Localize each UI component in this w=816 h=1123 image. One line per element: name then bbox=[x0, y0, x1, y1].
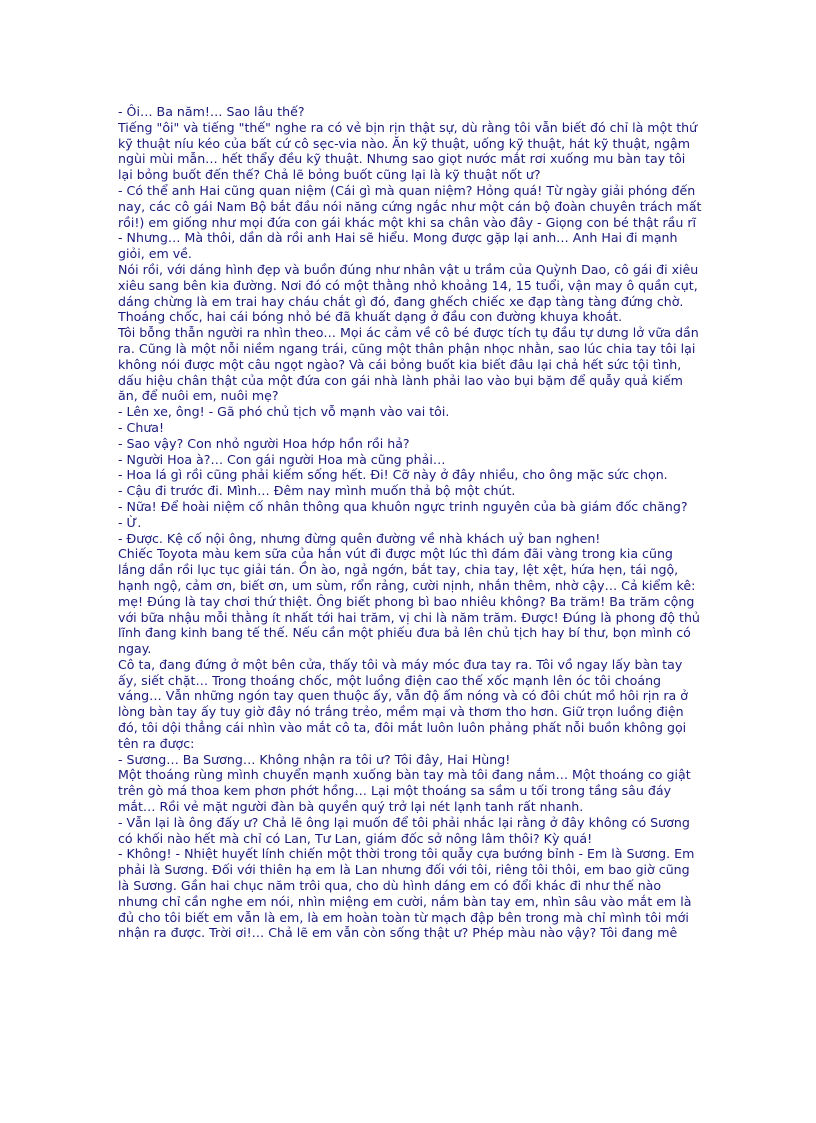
text-line: Chiếc Toyota màu kem sữa của hắn vút đi được một lúc thì đám đãi vàng trong kia cũng bbox=[118, 546, 673, 562]
text-line: - Sương… Ba Sương… Không nhận ra tôi ư? Tôi đây, Hai Hùng! bbox=[118, 751, 511, 767]
text-line: Tôi bỗng thẫn người ra nhìn theo… Mọi ác cảm về cô bé được tích tụ đầu tự dưng lở vữa dần bbox=[118, 325, 699, 341]
text-line: tên ra được: bbox=[118, 735, 195, 751]
text-line: - Sao vậy? Con nhỏ người Hoa hớp hồn rồi hả? bbox=[118, 435, 410, 451]
text-line: - Có thể anh Hai cũng quan niệm (Cái gì mà quan niệm? Hỏng quá! Từ ngày giải phóng đến bbox=[118, 182, 696, 198]
text-line: Cô ta, đang đứng ở một bên cửa, thấy tôi và máy móc đưa tay ra. Tôi vồ ngay lấy bàn tay bbox=[118, 656, 683, 672]
text-line: kỹ thuật níu kéo của bất cứ cô sẹc-via nào. Ăn kỹ thuật, uống kỹ thuật, hát kỹ thuật, ngậm bbox=[118, 135, 691, 151]
text-line: dấu hiệu chân thật của một đứa con gái nhà lành phải lao vào bụi bặm để quẫy quả kiếm bbox=[118, 372, 683, 388]
text-line: - Nhưng… Mà thôi, dần dà rồi anh Hai sẽ hiểu. Mong được gặp lại anh… Anh Hai đi mạnh bbox=[118, 230, 678, 246]
text-line: với bữa nhậu mỗi thằng ít nhất tới hai trăm, vị chi là năm trăm. Được! Đúng là phong độ thủ bbox=[118, 609, 700, 625]
text-line: đủ cho tôi biết em vẫn là em, là em hoàn toàn từ mạch đập bên trong mà chỉ mình tôi mới bbox=[118, 909, 689, 925]
text-line: Một thoáng rùng mình chuyển mạnh xuống bàn tay mà tôi đang nắm… Một thoáng co giật bbox=[118, 767, 691, 783]
text-line bbox=[118, 941, 754, 957]
text-line: là Sương. Gần hai chục năm trôi qua, cho dù hình dáng em có đổi khác đi như thế nào bbox=[118, 878, 662, 894]
text-line: mắt… Rồi vẻ mặt người đàn bà quyền quý trở lại nét lạnh tanh rất nhanh. bbox=[118, 799, 584, 815]
text-line: Thoáng chốc, hai cái bóng nhỏ bé đã khuất dạng ở đầu con đường khuya khoắt. bbox=[118, 309, 623, 325]
text-line: có khối nào hết mà chỉ có Lan, Tư Lan, giám đốc sở nông lâm thôi? Kỳ quá! bbox=[118, 830, 593, 846]
text-line: - Ừ. bbox=[118, 514, 142, 530]
text-line: - Cậu đi trước đi. Mình… Đêm nay mình muốn thả bộ một chút. bbox=[118, 483, 516, 499]
text-line: ấy, siết chặt… Trong thoáng chốc, một luồng điện cao thế xốc mạnh lên óc tôi choáng bbox=[118, 672, 662, 688]
document-body bbox=[118, 104, 754, 957]
text-line: - Không! - Nhiệt huyết lính chiến một thời trong tôi quẫy cựa bướng bỉnh - Em là Sương. Em bbox=[118, 846, 695, 862]
text-line: ngùi mùi mẫn… hết thẩy đều kỹ thuật. Nhưng sao giọt nước mắt rơi xuống mu bàn tay tôi bbox=[118, 151, 686, 167]
text-line: lại bỏng buốt đến thế? Chả lẽ bỏng buốt cũng lại là kỹ thuật nốt ư? bbox=[118, 167, 541, 183]
text-line: nay, các cô gái Nam Bộ bắt đầu nói năng cứng ngắc như một cán bộ đoàn chuyên trách mất bbox=[118, 198, 702, 214]
text-line: mẹ! Đúng là tay chơi thứ thiệt. Ông biết phong bì bao nhiêu không? Ba trăm! Ba trăm cộng bbox=[118, 593, 695, 609]
text-line: không nói được một câu ngọt ngào? Và cái bỏng buốt kia biết đâu lại chả hết sức tội tình, bbox=[118, 356, 682, 372]
text-line: - Được. Kệ cố nội ông, nhưng đừng quên đường về nhà khách uỷ ban nghen! bbox=[118, 530, 601, 546]
text-line: ăn, để nuôi em, nuôi mẹ? bbox=[118, 388, 279, 404]
text-line: - Người Hoa à?… Con gái người Hoa mà cũng phải… bbox=[118, 451, 446, 467]
text-line: - Hoa lá gì rồi cũng phải kiếm sống hết. Đi! Cỡ này ở đây nhiều, cho ông mặc sức chọn. bbox=[118, 467, 668, 483]
text-line: lĩnh đang kinh bang tế thế. Nếu cần một phiếu đưa bả lên chủ tịch hay bí thư, bọn mình có bbox=[118, 625, 691, 641]
text-line: lắng dần rồi lục tục giải tán. Ồn ào, ngả ngớn, bắt tay, chia tay, lệt xệt, hứa hẹn, tái ngộ, bbox=[118, 562, 679, 578]
text-line: Tiếng "ôi" và tiếng "thế" nghe ra có vẻ bịn rịn thật sự, dù rằng tôi vẫn biết đó chỉ là một thứ bbox=[118, 119, 698, 135]
text-line: - Nữa! Để hoài niệm cố nhân thông qua khuôn ngực trinh nguyên của bà giám đốc chăng? bbox=[118, 498, 688, 514]
text-line: dáng chừng là em trai hay cháu chắt gì đó, đang ghếch chiếc xe đạp tàng tàng đứng chờ. bbox=[118, 293, 684, 309]
text-line: - Lên xe, ông! - Gã phó chủ tịch vỗ mạnh vào vai tôi. bbox=[118, 404, 450, 420]
text-line: xiêu sang bên kia đường. Nơi đó có một thằng nhỏ khoảng 14, 15 tuổi, vận may ô quần cụt, bbox=[118, 277, 698, 293]
text-line: - Vẫn lại là ông đấy ư? Chả lẽ ông lại muốn để tôi phải nhắc lại rằng ở đây không có Sương bbox=[118, 814, 690, 830]
text-line: phải là Sương. Đối với thiên hạ em là Lan nhưng đối với tôi, riêng tôi thôi, em bao giờ cũng bbox=[118, 862, 690, 878]
text-line: rồi!) em giống như mọi đứa con gái khác một khi sa chân vào đây - Giọng con bé thật rầu rĩ bbox=[118, 214, 697, 230]
text-line: váng… Vẫn những ngón tay quen thuộc ấy, vẫn độ ấm nóng và có đôi chút mồ hôi rịn ra ở bbox=[118, 688, 688, 704]
text-line: lòng bàn tay ấy tuy giờ đây nó trắng trẻo, mềm mại và thơm tho hơn. Giữ trọn luồng điện bbox=[118, 704, 684, 720]
text-line: - Ôi… Ba năm!… Sao lâu thế? bbox=[118, 104, 305, 119]
text-line: Nói rồi, với dáng hình đẹp và buồn đúng như nhân vật u trầm của Quỳnh Dao, cô gái đi xiêu bbox=[118, 261, 699, 277]
text-line: nhận ra được. Trời ơi!… Chả lẽ em vẫn còn sống thật ư? Phép màu nào vậy? Tôi đang mê bbox=[118, 925, 678, 941]
text-line: hạnh ngộ, cảm ơn, biết ơn, um sùm, rổn rảng, cười nịnh, nhắn thêm, nhờ cậy… Cả kiểm kê: bbox=[118, 577, 696, 593]
text-line: - Chưa! bbox=[118, 419, 165, 435]
text-line: nhưng chỉ cần nghe em nói, nhìn miệng em cười, nắm bàn tay em, nhìn sâu vào mắt em là bbox=[118, 893, 692, 909]
text-line: trên gò má thoa kem phơn phớt hồng… Lại một thoáng sa sầm u tối trong tầng sâu đáy bbox=[118, 783, 672, 799]
text-line: ra. Cũng là một nỗi niềm ngang trái, cũng một thân phận nhọc nhằn, sao lúc chia tay tôi lại bbox=[118, 340, 696, 356]
text-line: ngay. bbox=[118, 641, 152, 657]
text-line: đó, tôi dội thẳng cái nhìn vào mắt cô ta, đôi mắt luôn luôn phảng phất nỗi buồn không gọi bbox=[118, 720, 687, 736]
text-line: giỏi, em về. bbox=[118, 246, 192, 262]
